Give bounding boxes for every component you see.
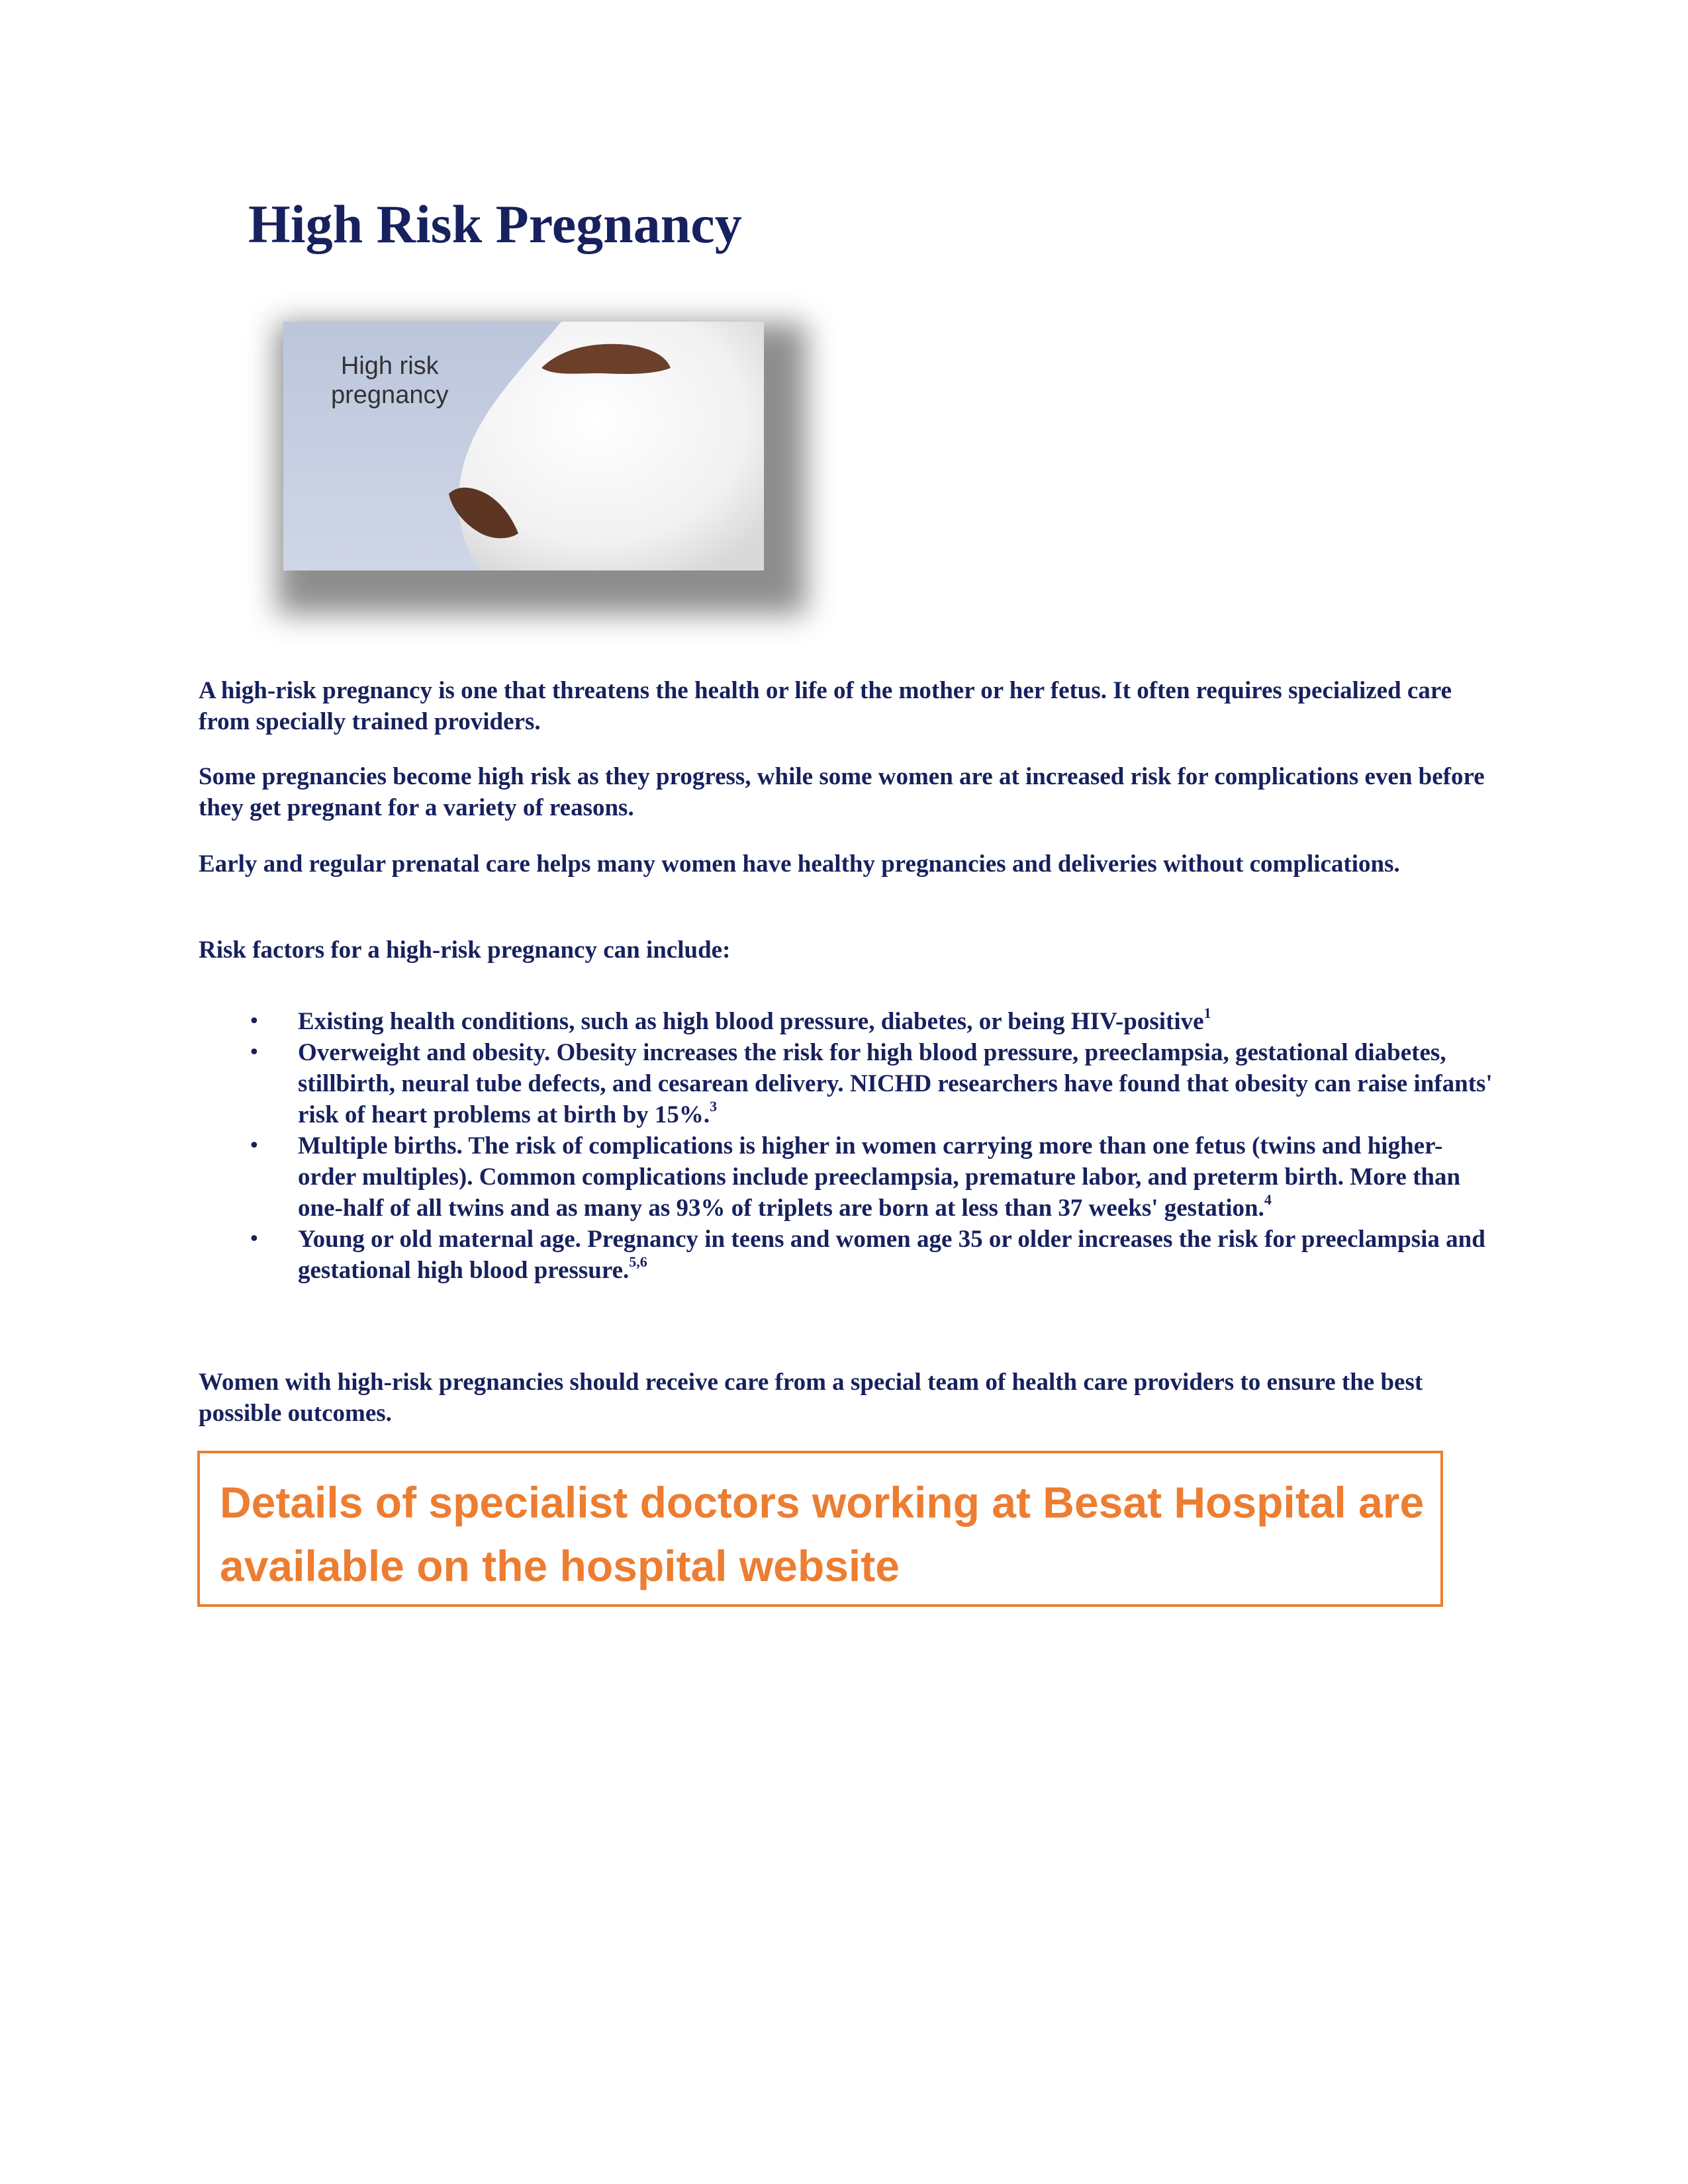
bullet-icon: •	[248, 1041, 260, 1064]
list-item	[199, 1224, 1496, 1286]
page-title: High Risk Pregnancy	[248, 194, 742, 254]
list-item	[199, 1006, 1496, 1037]
hero-image	[265, 304, 821, 639]
specialist-doctors-callout: Details of specialist doctors working at Besat Hospital are available on the hospital website	[197, 1451, 1443, 1607]
risk-factor-text: Multiple births. The risk of complications is higher in women carrying more than one fetus (twins and higher-order multiples). Common complications include preeclampsia, premature labor, and preterm birth. More than one-half of all twins and as many as 93% of triplets are born at less than 37 weeks' gestation.	[298, 1132, 1461, 1222]
list-item	[199, 1037, 1496, 1130]
image-caption-line2: pregnancy	[331, 381, 449, 409]
list-item	[199, 1130, 1496, 1224]
risk-factor-text: Young or old maternal age. Pregnancy in teens and women age 35 or older increases the risk for preeclampsia and gestational high blood pressure.	[298, 1226, 1485, 1284]
bullet-icon: •	[248, 1134, 260, 1158]
footnote-ref: 3	[710, 1097, 718, 1115]
risk-factors-heading: Risk factors for a high-risk pregnancy can include:	[199, 936, 731, 964]
bullet-icon: •	[248, 1010, 260, 1033]
footnote-ref: 5,6	[629, 1253, 647, 1270]
footnote-ref: 4	[1264, 1191, 1272, 1208]
bullet-icon: •	[248, 1228, 260, 1251]
footnote-ref: 1	[1203, 1004, 1211, 1021]
image-caption	[331, 352, 448, 410]
image-caption-line1: High risk	[340, 352, 439, 380]
closing-paragraph: Women with high-risk pregnancies should receive care from a special team of health care providers to ensure the best possible outcomes.	[199, 1369, 1423, 1427]
risk-factor-list	[199, 1006, 1496, 1286]
intro-paragraph: A high-risk pregnancy is one that threatens the health or life of the mother or her fetus. It often requires specialized care from specially trained providers.	[199, 677, 1452, 735]
prenatal-care-paragraph: Early and regular prenatal care helps many women have healthy pregnancies and deliveries without complications.	[199, 850, 1400, 878]
progress-paragraph: Some pregnancies become high risk as they progress, while some women are at increased risk for complications even before they get pregnant for a variety of reasons.	[199, 763, 1485, 821]
risk-factor-text: Existing health conditions, such as high blood pressure, diabetes, or being HIV-positive	[298, 1008, 1204, 1035]
risk-factor-text: Overweight and obesity. Obesity increases the risk for high blood pressure, preeclampsia, gestational diabetes, stillbirth, neural tube defects, and cesarean delivery. NICHD researchers have found that obesity can raise infants' risk of heart problems at birth by 15%.	[298, 1039, 1493, 1128]
